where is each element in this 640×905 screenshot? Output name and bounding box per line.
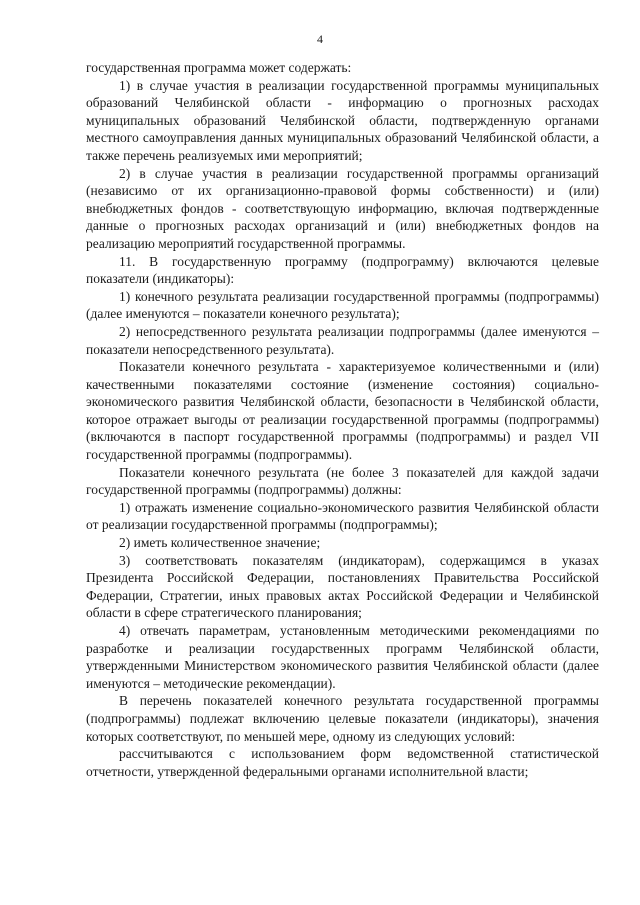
- document-body: [86, 59, 599, 780]
- paragraph: рассчитываются с использованием форм ведомственной статистической отчетности, утвержденной федеральными органами исполнительной власти;: [86, 746, 599, 779]
- paragraph: 2) в случае участия в реализации государственной программы организаций (независимо от их организационно-правовой формы собственности) и (или) внебюджетных фондов - соответствующую информацию, включая подтвержденные данные о прогнозных расходах организаций и (или) внебюджетных фондов на реализацию мероприятий государственной программы.: [86, 165, 599, 251]
- paragraph: 11. В государственную программу (подпрограмму) включаются целевые показатели (индикаторы):: [86, 253, 599, 287]
- paragraph: В перечень показателей конечного результата государственной программы (подпрограммы) подлежат включению целевые показатели (индикаторы), значения которых соответствуют, по меньшей мере, одному из следующих условий:: [86, 693, 599, 744]
- paragraph: 1) в случае участия в реализации государственной программы муниципальных образований Челябинской области - информацию о прогнозных расходах муниципальных образований Челябинской области, подтвержденную органами местного самоуправления данных муниципальных образований Челябинской области, а также перечень реализуемых ими мероприятий;: [86, 77, 599, 163]
- page-number: 4: [317, 32, 323, 46]
- paragraph: 3) соответствовать показателям (индикаторам), содержащимся в указах Президента Российской Федерации, постановлениях Правительства Российской Федерации, Стратегии, иных правовых актах Российской Федерации и Челябинской области в сфере стратегического планирования;: [86, 552, 599, 621]
- paragraph: 2) непосредственного результата реализации подпрограммы (далее именуются – показатели непосредственного результата).: [86, 323, 599, 357]
- paragraph: 2) иметь количественное значение;: [119, 535, 321, 551]
- paragraph: 1) конечного результата реализации государственной программы (подпрограммы) (далее именуются – показатели конечного результата);: [86, 288, 599, 322]
- paragraph: Показатели конечного результата - характеризуемое количественными и (или) качественными показателями состояние (изменение состояния) социально-экономического развития Челябинской области, безопасности в Челябинской области, которое отражает выгоды от реализации государственной программы (подпрограммы) (включаются в паспорт государственной программы (подпрограммы) и раздел VII государственной программы (подпрограммы).: [86, 359, 599, 463]
- paragraph: Показатели конечного результата (не более 3 показателей для каждой задачи государственной программы (подпрограммы) должны:: [86, 464, 599, 498]
- paragraph: 4) отвечать параметрам, установленным методическими рекомендациями по разработке и реализации государственных программ Челябинской области, утвержденными Министерством экономического развития Челябинской области (далее именуются – методические рекомендации).: [86, 623, 599, 691]
- paragraph: 1) отражать изменение социально-экономического развития Челябинской области от реализации государственной программы (подпрограммы);: [86, 499, 599, 533]
- paragraph: государственная программа может содержать:: [86, 60, 352, 75]
